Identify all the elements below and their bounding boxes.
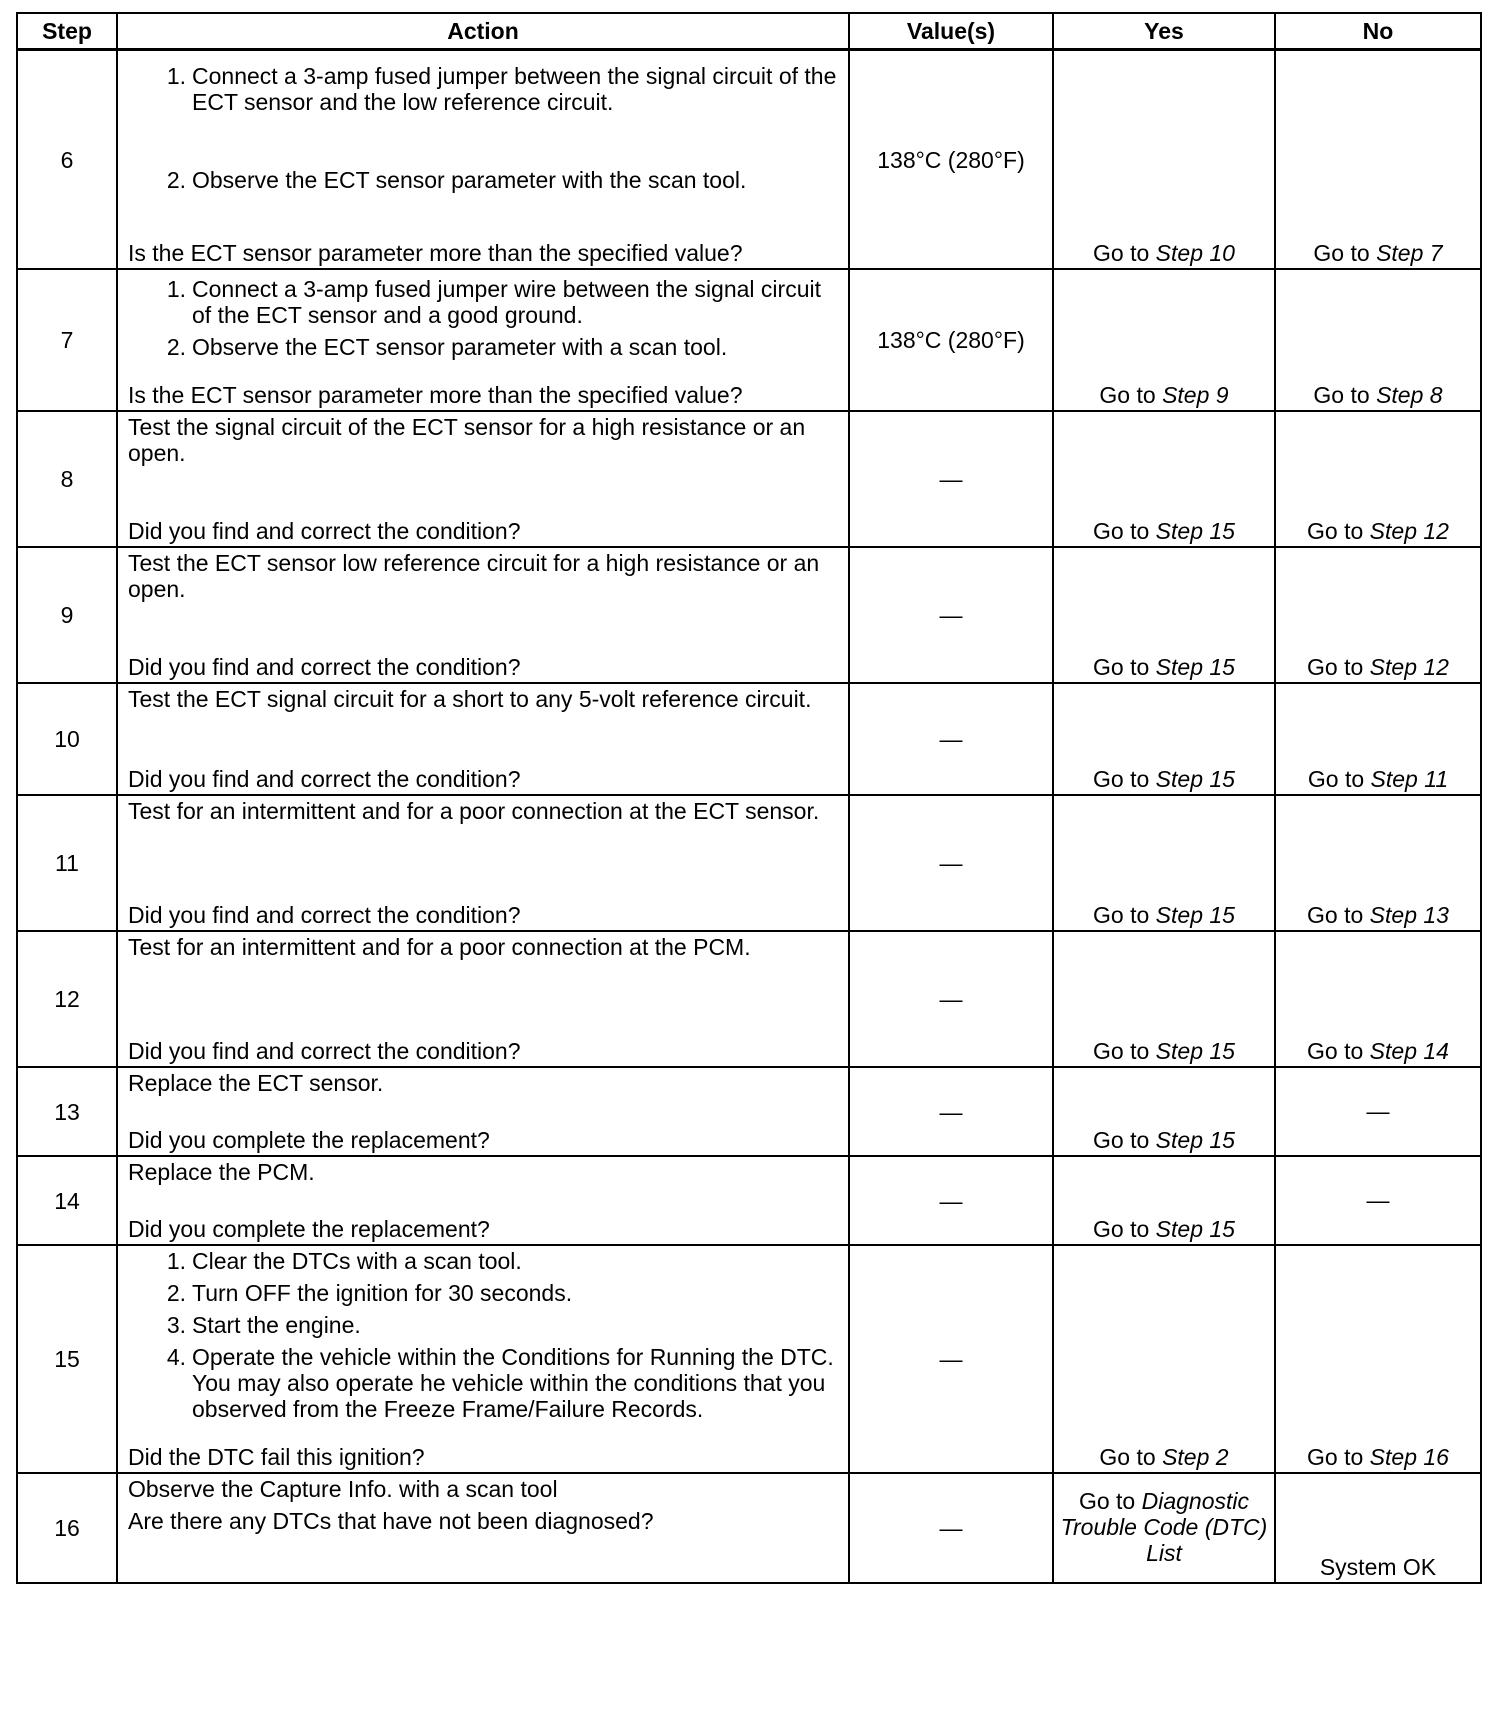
table-row-step-16	[17, 1473, 1481, 1583]
header-no: No	[1275, 13, 1481, 50]
table-row-step-11	[17, 795, 1481, 931]
action-cell	[117, 1473, 849, 1583]
table-row-step-6	[17, 50, 1481, 270]
action-question: Did you find and correct the condition?	[128, 766, 521, 792]
yes-cell: Go to Step 2	[1053, 1245, 1275, 1473]
yes-cell: Go to Step 15	[1053, 1067, 1275, 1156]
action-text: Test the ECT sensor low reference circuit for a high resistance or an open.	[128, 550, 820, 602]
step-number: 6	[17, 50, 117, 270]
action-list	[128, 53, 840, 199]
yes-link[interactable]: Step 15	[1155, 1216, 1235, 1242]
value-cell: —	[849, 411, 1053, 547]
action-cell	[117, 683, 849, 795]
table-row-step-15	[17, 1245, 1481, 1473]
step-number: 16	[17, 1473, 117, 1583]
no-cell: System OK	[1275, 1473, 1481, 1583]
value-cell: —	[849, 931, 1053, 1067]
action-question: Did you find and correct the condition?	[128, 518, 521, 544]
header-step: Step	[17, 13, 117, 50]
list-item: 1. Connect a 3-amp fused jumper between the signal circuit of the ECT sensor and the low reference circuit.	[166, 63, 837, 115]
no-link[interactable]: Step 8	[1376, 382, 1443, 408]
yes-link[interactable]: Step 15	[1155, 902, 1235, 928]
list-item: 1. Connect a 3-amp fused jumper wire between the signal circuit of the ECT sensor and a good ground.	[166, 276, 821, 328]
action-cell	[117, 411, 849, 547]
action-question: Is the ECT sensor parameter more than the specified value?	[128, 382, 743, 408]
step-number: 8	[17, 411, 117, 547]
no-link[interactable]: Step 13	[1369, 902, 1449, 928]
yes-link[interactable]: Step 15	[1155, 1127, 1235, 1153]
action-cell	[117, 1156, 849, 1245]
yes-cell: Go to Step 15	[1053, 683, 1275, 795]
no-cell: Go to Step 7	[1275, 50, 1481, 270]
action-question: Did you complete the replacement?	[128, 1127, 490, 1153]
list-item: 2. Observe the ECT sensor parameter with a scan tool.	[166, 334, 728, 360]
list-item: 4. Operate the vehicle within the Conditions for Running the DTC. You may also operate he vehicle within the conditions that you observed from the Freeze Frame/Failure Records.	[166, 1344, 834, 1422]
no-link[interactable]: Step 14	[1369, 1038, 1449, 1064]
action-text: Test the signal circuit of the ECT sensor for a high resistance or an open.	[128, 414, 806, 466]
action-cell	[117, 547, 849, 683]
yes-link[interactable]: Step 15	[1155, 766, 1235, 792]
action-cell	[117, 1067, 849, 1156]
no-link[interactable]: Step 12	[1369, 654, 1449, 680]
action-cell	[117, 50, 849, 270]
action-text: Replace the PCM.	[128, 1159, 315, 1185]
no-cell: Go to Step 12	[1275, 547, 1481, 683]
table-row-step-14	[17, 1156, 1481, 1245]
no-cell: Go to Step 11	[1275, 683, 1481, 795]
value-cell: —	[849, 683, 1053, 795]
step-number: 10	[17, 683, 117, 795]
action-question: Did the DTC fail this ignition?	[128, 1444, 425, 1470]
table-row-step-10	[17, 683, 1481, 795]
no-cell: Go to Step 12	[1275, 411, 1481, 547]
diagnostic-table	[16, 12, 1482, 1584]
header-row	[17, 13, 1481, 50]
step-number: 7	[17, 269, 117, 411]
yes-cell: Go to Step 15	[1053, 1156, 1275, 1245]
action-text: Test for an intermittent and for a poor connection at the ECT sensor.	[128, 798, 820, 824]
table-row-step-13	[17, 1067, 1481, 1156]
list-item: 1. Clear the DTCs with a scan tool.	[166, 1248, 522, 1274]
no-cell: Go to Step 8	[1275, 269, 1481, 411]
no-cell: —	[1275, 1156, 1481, 1245]
yes-link[interactable]: Step 10	[1155, 240, 1235, 266]
action-question: Did you find and correct the condition?	[128, 1038, 521, 1064]
action-text: Replace the ECT sensor.	[128, 1070, 384, 1096]
table-row-step-9	[17, 547, 1481, 683]
action-question: Are there any DTCs that have not been diagnosed?	[128, 1508, 654, 1534]
yes-cell: Go to Step 9	[1053, 269, 1275, 411]
header-values: Value(s)	[849, 13, 1053, 50]
no-cell: Go to Step 13	[1275, 795, 1481, 931]
yes-cell: Go to Diagnostic Trouble Code (DTC) List	[1053, 1473, 1275, 1583]
no-link[interactable]: Step 11	[1370, 766, 1449, 792]
yes-link[interactable]: Step 2	[1162, 1444, 1229, 1470]
value-cell: 138°C (280°F)	[849, 50, 1053, 270]
action-cell	[117, 1245, 849, 1473]
header-action: Action	[117, 13, 849, 50]
yes-link[interactable]: Step 15	[1155, 654, 1235, 680]
yes-cell: Go to Step 15	[1053, 931, 1275, 1067]
no-cell: Go to Step 14	[1275, 931, 1481, 1067]
step-number: 12	[17, 931, 117, 1067]
table-row-step-8	[17, 411, 1481, 547]
yes-link[interactable]: Step 9	[1162, 382, 1229, 408]
action-question: Did you find and correct the condition?	[128, 654, 521, 680]
yes-cell: Go to Step 15	[1053, 795, 1275, 931]
list-item: 2. Observe the ECT sensor parameter with the scan tool.	[166, 167, 747, 193]
step-number: 15	[17, 1245, 117, 1473]
table-row-step-7	[17, 269, 1481, 411]
step-number: 14	[17, 1156, 117, 1245]
action-cell	[117, 269, 849, 411]
value-cell: —	[849, 795, 1053, 931]
action-cell	[117, 795, 849, 931]
yes-cell: Go to Step 15	[1053, 411, 1275, 547]
value-cell: —	[849, 1473, 1053, 1583]
no-link[interactable]: Step 12	[1369, 518, 1449, 544]
table-row-step-12	[17, 931, 1481, 1067]
yes-link[interactable]: Diagnostic Trouble Code (DTC) List	[1060, 1488, 1268, 1566]
step-number: 13	[17, 1067, 117, 1156]
action-text: Observe the Capture Info. with a scan tool	[128, 1476, 558, 1502]
list-item: 3. Start the engine.	[166, 1312, 361, 1338]
value-cell: 138°C (280°F)	[849, 269, 1053, 411]
action-list	[128, 1248, 840, 1422]
no-link[interactable]: Step 7	[1376, 240, 1443, 266]
value-cell: —	[849, 547, 1053, 683]
value-cell: —	[849, 1245, 1053, 1473]
yes-link[interactable]: Step 15	[1155, 518, 1235, 544]
yes-link[interactable]: Step 15	[1155, 1038, 1235, 1064]
action-question: Did you find and correct the condition?	[128, 902, 521, 928]
yes-cell: Go to Step 10	[1053, 50, 1275, 270]
list-item: 2. Turn OFF the ignition for 30 seconds.	[166, 1280, 573, 1306]
action-question: Is the ECT sensor parameter more than the specified value?	[128, 240, 743, 266]
action-list	[128, 272, 840, 366]
no-cell: Go to Step 16	[1275, 1245, 1481, 1473]
action-question: Did you complete the replacement?	[128, 1216, 490, 1242]
action-cell	[117, 931, 849, 1067]
yes-cell: Go to Step 15	[1053, 547, 1275, 683]
header-yes: Yes	[1053, 13, 1275, 50]
action-text: Test the ECT signal circuit for a short to any 5-volt reference circuit.	[128, 686, 812, 712]
diagnostic-table-sheet	[16, 12, 1480, 1584]
step-number: 11	[17, 795, 117, 931]
no-cell: —	[1275, 1067, 1481, 1156]
value-cell: —	[849, 1156, 1053, 1245]
value-cell: —	[849, 1067, 1053, 1156]
action-text: Test for an intermittent and for a poor connection at the PCM.	[128, 934, 751, 960]
no-link[interactable]: Step 16	[1369, 1444, 1449, 1470]
step-number: 9	[17, 547, 117, 683]
